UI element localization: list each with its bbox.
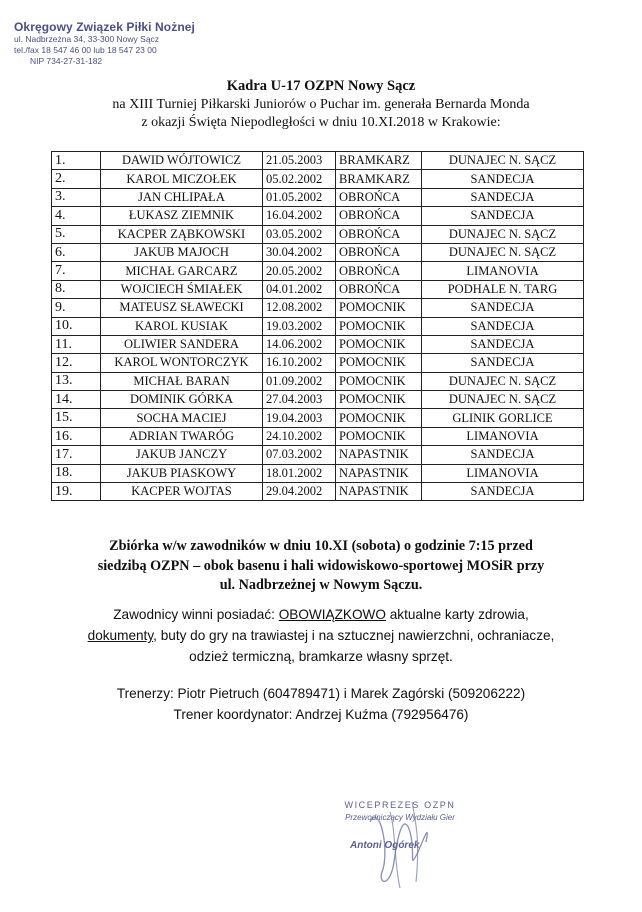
equipment-line-1 <box>0 604 642 625</box>
player-number: 12. <box>52 354 101 372</box>
player-birthdate: 27.04.2003 <box>263 391 336 409</box>
equipment-line2-rest: , buty do gry na trawiastej i na sztucznej nawierzchni, ochraniacze, <box>153 628 555 643</box>
assembly-line-1: Zbiórka w/w zawodników w dniu 10.XI (sobota) o godzinie 7:15 przed <box>109 538 533 554</box>
table-row <box>52 225 584 243</box>
player-club: SANDECJA <box>422 299 584 317</box>
player-name: JAKUB MAJOCH <box>101 243 263 261</box>
player-birthdate: 01.09.2002 <box>263 372 336 390</box>
table-row <box>52 299 584 317</box>
table-row <box>52 280 584 298</box>
player-birthdate: 01.05.2002 <box>263 188 336 206</box>
table-row <box>52 483 584 501</box>
stamp-nip: NIP 734-27-31-182 <box>30 56 103 66</box>
player-club: SANDECJA <box>422 317 584 335</box>
handwritten-signature <box>360 792 450 892</box>
player-birthdate: 04.01.2002 <box>263 280 336 298</box>
player-club: GLINIK GORLICE <box>422 409 584 427</box>
table-row <box>52 152 584 170</box>
player-club: DUNAJEC N. SĄCZ <box>422 372 584 390</box>
stamp-org-name: Okręgowy Związek Piłki Nożnej <box>14 20 195 34</box>
player-birthdate: 16.04.2002 <box>263 207 336 225</box>
player-birthdate: 05.02.2002 <box>263 170 336 188</box>
player-birthdate: 03.05.2002 <box>263 225 336 243</box>
player-name: MATEUSZ SŁAWECKI <box>101 299 263 317</box>
player-name: KAROL WONTORCZYK <box>101 354 263 372</box>
player-number: 4. <box>52 207 101 225</box>
player-club: SANDECJA <box>422 170 584 188</box>
player-number: 10. <box>52 317 101 335</box>
player-birthdate: 21.05.2003 <box>263 152 336 170</box>
player-name: JAKUB PIASKOWY <box>101 464 263 482</box>
document-title: Kadra U-17 OZPN Nowy Sącz <box>226 78 416 94</box>
player-birthdate: 19.04.2003 <box>263 409 336 427</box>
player-position: POMOCNIK <box>336 427 422 445</box>
player-position: BRAMKARZ <box>336 170 422 188</box>
player-position: POMOCNIK <box>336 391 422 409</box>
player-position: POMOCNIK <box>336 317 422 335</box>
player-number: 2. <box>52 170 101 188</box>
player-position: POMOCNIK <box>336 335 422 353</box>
player-name: KAROL MICZOŁEK <box>101 170 263 188</box>
player-birthdate: 20.05.2002 <box>263 262 336 280</box>
player-name: JAN CHLIPAŁA <box>101 188 263 206</box>
table-row <box>52 464 584 482</box>
table-row <box>52 243 584 261</box>
player-name: MICHAŁ BARAN <box>101 372 263 390</box>
player-position: BRAMKARZ <box>336 152 422 170</box>
equipment-line-3: odzież termiczną, bramkarze własny sprzęt. <box>189 649 453 664</box>
player-position: OBROŃCA <box>336 225 422 243</box>
player-number: 11. <box>52 335 101 353</box>
player-birthdate: 12.08.2002 <box>263 299 336 317</box>
player-number: 13. <box>52 372 101 390</box>
player-position: POMOCNIK <box>336 372 422 390</box>
player-birthdate: 14.06.2002 <box>263 335 336 353</box>
player-position: NAPASTNIK <box>336 446 422 464</box>
letterhead-stamp <box>14 20 214 67</box>
player-club: PODHALE N. TARG <box>422 280 584 298</box>
stamp-role: WICEPREZES OZPN <box>344 800 456 810</box>
equipment-intro: Zawodnicy winni posiadać: <box>113 607 279 622</box>
player-club: DUNAJEC N. SĄCZ <box>422 225 584 243</box>
player-name: SOCHA MACIEJ <box>101 409 263 427</box>
player-number: 6. <box>52 243 101 261</box>
table-row <box>52 207 584 225</box>
player-position: OBROŃCA <box>336 262 422 280</box>
player-position: OBROŃCA <box>336 207 422 225</box>
player-number: 19. <box>52 483 101 501</box>
player-number: 18. <box>52 464 101 482</box>
stamp-department: Przewodniczący Wydziału Gier <box>345 813 455 822</box>
roster-body <box>52 152 584 501</box>
equipment-health: aktualne karty zdrowia, <box>385 607 529 622</box>
assembly-line-3: ul. Nadbrzeżnej w Nowym Sączu. <box>219 577 423 593</box>
player-name: KACPER ZĄBKOWSKI <box>101 225 263 243</box>
table-row <box>52 427 584 445</box>
player-club: SANDECJA <box>422 354 584 372</box>
player-birthdate: 30.04.2002 <box>263 243 336 261</box>
player-birthdate: 24.10.2002 <box>263 427 336 445</box>
player-club: DUNAJEC N. SĄCZ <box>422 243 584 261</box>
table-row <box>52 262 584 280</box>
player-name: KACPER WOJTAS <box>101 483 263 501</box>
player-position: NAPASTNIK <box>336 464 422 482</box>
player-position: POMOCNIK <box>336 409 422 427</box>
table-row <box>52 372 584 390</box>
subtitle-line-2: z okazji Święta Niepodległości w dniu 10.XI.2018 w Krakowie: <box>141 115 501 130</box>
player-club: SANDECJA <box>422 207 584 225</box>
table-row <box>52 170 584 188</box>
player-number: 16. <box>52 427 101 445</box>
stamp-phone: tel./fax 18 547 46 00 lub 18 547 23 00 <box>14 45 157 55</box>
player-birthdate: 07.03.2002 <box>263 446 336 464</box>
table-row <box>52 188 584 206</box>
player-name: KAROL KUSIAK <box>101 317 263 335</box>
player-number: 8. <box>52 280 101 298</box>
player-club: SANDECJA <box>422 188 584 206</box>
player-club: LIMANOVIA <box>422 262 584 280</box>
equipment-mandatory: OBOWIĄZKOWO <box>278 607 386 622</box>
table-row <box>52 409 584 427</box>
player-name: ŁUKASZ ZIEMNIK <box>101 207 263 225</box>
assembly-line-2: siedzibą OZPN – obok basenu i hali widowiskowo-sportowej MOSiR przy <box>97 557 545 574</box>
player-birthdate: 19.03.2002 <box>263 317 336 335</box>
player-name: WOJCIECH ŚMIAŁEK <box>101 280 263 298</box>
player-club: DUNAJEC N. SĄCZ <box>422 152 584 170</box>
player-position: OBROŃCA <box>336 188 422 206</box>
roster-table <box>51 151 584 501</box>
equipment-notice <box>0 604 642 667</box>
player-name: ADRIAN TWARÓG <box>101 427 263 445</box>
player-name: MICHAŁ GARCARZ <box>101 262 263 280</box>
subtitle-line-1: na XIII Turniej Piłkarski Juniorów o Puchar im. generała Bernarda Monda <box>112 97 530 112</box>
player-name: OLIWIER SANDERA <box>101 335 263 353</box>
stamp-signatory: Antoni Ogórek <box>350 840 420 851</box>
player-position: POMOCNIK <box>336 299 422 317</box>
player-position: NAPASTNIK <box>336 483 422 501</box>
player-name: JAKUB JANCZY <box>101 446 263 464</box>
coaches-line-1: Trenerzy: Piotr Pietruch (604789471) i Marek Zagórski (509206222) <box>116 686 526 701</box>
coaches-line-2: Trener koordynator: Andrzej Kuźma (792956476) <box>173 707 469 722</box>
player-number: 14. <box>52 391 101 409</box>
player-club: SANDECJA <box>422 446 584 464</box>
player-number: 3. <box>52 188 101 206</box>
player-name: DOMINIK GÓRKA <box>101 391 263 409</box>
player-number: 15. <box>52 409 101 427</box>
player-position: OBROŃCA <box>336 280 422 298</box>
player-club: SANDECJA <box>422 483 584 501</box>
table-row <box>52 317 584 335</box>
player-position: OBROŃCA <box>336 243 422 261</box>
player-club: SANDECJA <box>422 335 584 353</box>
player-birthdate: 18.01.2002 <box>263 464 336 482</box>
table-row <box>52 391 584 409</box>
player-position: POMOCNIK <box>336 354 422 372</box>
coaches-info <box>0 683 642 725</box>
stamp-address: ul. Nadbrzeżna 34, 33-300 Nowy Sącz <box>14 34 160 44</box>
player-birthdate: 29.04.2002 <box>263 483 336 501</box>
player-number: 17. <box>52 446 101 464</box>
player-birthdate: 16.10.2002 <box>263 354 336 372</box>
table-row <box>52 354 584 372</box>
player-number: 5. <box>52 225 101 243</box>
player-name: DAWID WÓJTOWICZ <box>101 152 263 170</box>
player-number: 7. <box>52 262 101 280</box>
player-club: DUNAJEC N. SĄCZ <box>422 391 584 409</box>
assembly-notice <box>0 537 642 596</box>
player-number: 9. <box>52 299 101 317</box>
player-club: LIMANOVIA <box>422 464 584 482</box>
player-number: 1. <box>52 152 101 170</box>
table-row <box>52 335 584 353</box>
table-row <box>52 446 584 464</box>
player-club: LIMANOVIA <box>422 427 584 445</box>
equipment-documents: dokumenty <box>87 628 154 643</box>
equipment-line-2 <box>0 625 642 646</box>
document-subtitle <box>0 96 642 132</box>
